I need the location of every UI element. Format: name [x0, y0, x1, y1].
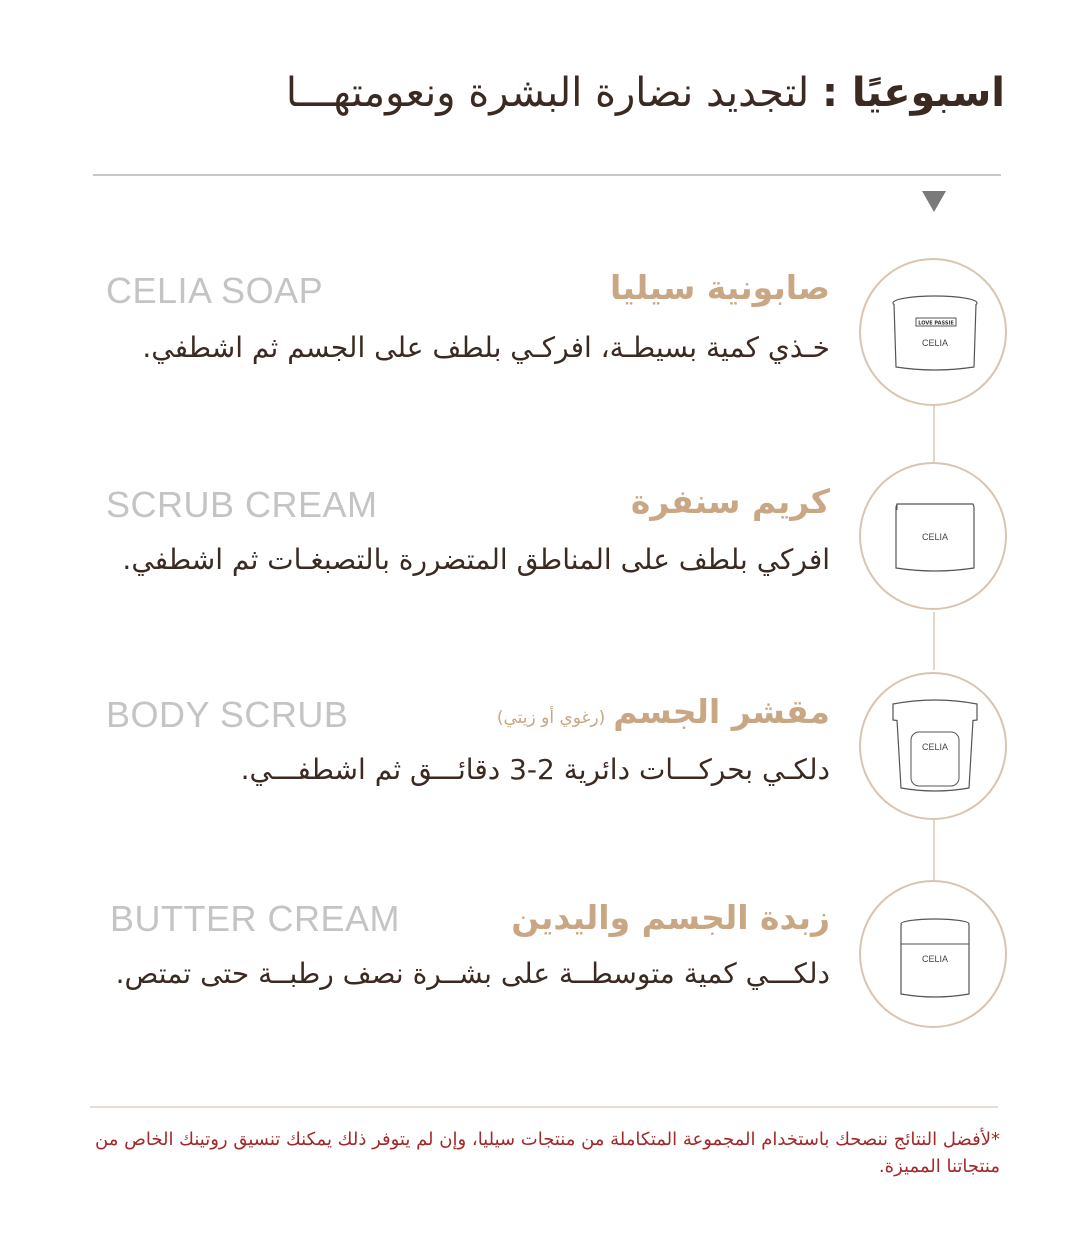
product-name-en: BUTTER CREAM — [110, 898, 401, 939]
product-image-body-scrub — [859, 672, 1007, 820]
jar-icon — [861, 882, 1009, 1030]
product-name-ar: زبدة الجسم واليدين — [511, 898, 830, 937]
timeline-connector — [933, 406, 935, 462]
page-title-rest: لتجديد نضارة البشرة ونعومتهـــا — [285, 70, 810, 116]
triangle-down-icon — [922, 191, 946, 212]
bottom-divider — [90, 1106, 998, 1108]
product-description: افركي بلطف على المناطق المتضررة بالتصبغـات ثم اشطفي. — [122, 543, 830, 576]
product-name-en: CELIA SOAP — [106, 270, 324, 311]
product-name-en: SCRUB CREAM — [106, 484, 378, 525]
timeline-connector — [933, 612, 935, 670]
jar-brand: CELIA — [921, 954, 949, 964]
product-description: دلكـي بحركـــات دائرية 2-3 دقائـــق ثم اشطفـــي. — [240, 753, 830, 786]
product-description: خـذي كمية بسيطـة، افركـي بلطف على الجسم ثم اشطفي. — [142, 331, 830, 364]
product-description: دلكـــي كمية متوسطــة على بشــرة نصف رطبــة حتى تمتص. — [115, 957, 830, 990]
product-name-ar: مقشر الجسم(رغوي أو زيتي) — [496, 692, 830, 731]
page-title-strong: اسبوعيًا : — [821, 70, 1005, 116]
product-name-ar: صابونية سيليا — [610, 268, 830, 307]
jar-brand: CELIA — [921, 532, 949, 542]
footnote: *لأفضل النتائج ننصحك باستخدام المجموعة المتكاملة من منتجات سيليا، وإن لم يتوفر ذلك يمكنك تنسيق روتينك الخاص من منتجاتنا المميزة. — [95, 1129, 1000, 1177]
product-name-ar: كريم سنفرة — [630, 482, 830, 521]
product-image-scrub-cream — [859, 462, 1007, 610]
jar-brand: CELIA — [921, 742, 949, 752]
product-image-butter-cream — [859, 880, 1007, 1028]
jar-icon — [861, 674, 1009, 822]
product-name-en: BODY SCRUB — [106, 694, 349, 735]
timeline-connector — [933, 820, 935, 880]
jar-icon — [861, 260, 1009, 408]
top-divider — [93, 174, 1001, 176]
jar-icon — [861, 464, 1009, 612]
product-note: (رغوي أو زيتي) — [496, 708, 606, 728]
product-image-soap — [859, 258, 1007, 406]
page-title — [105, 70, 1005, 116]
jar-label: LOVE PASSIE — [918, 320, 954, 327]
jar-brand: CELIA — [921, 338, 949, 348]
